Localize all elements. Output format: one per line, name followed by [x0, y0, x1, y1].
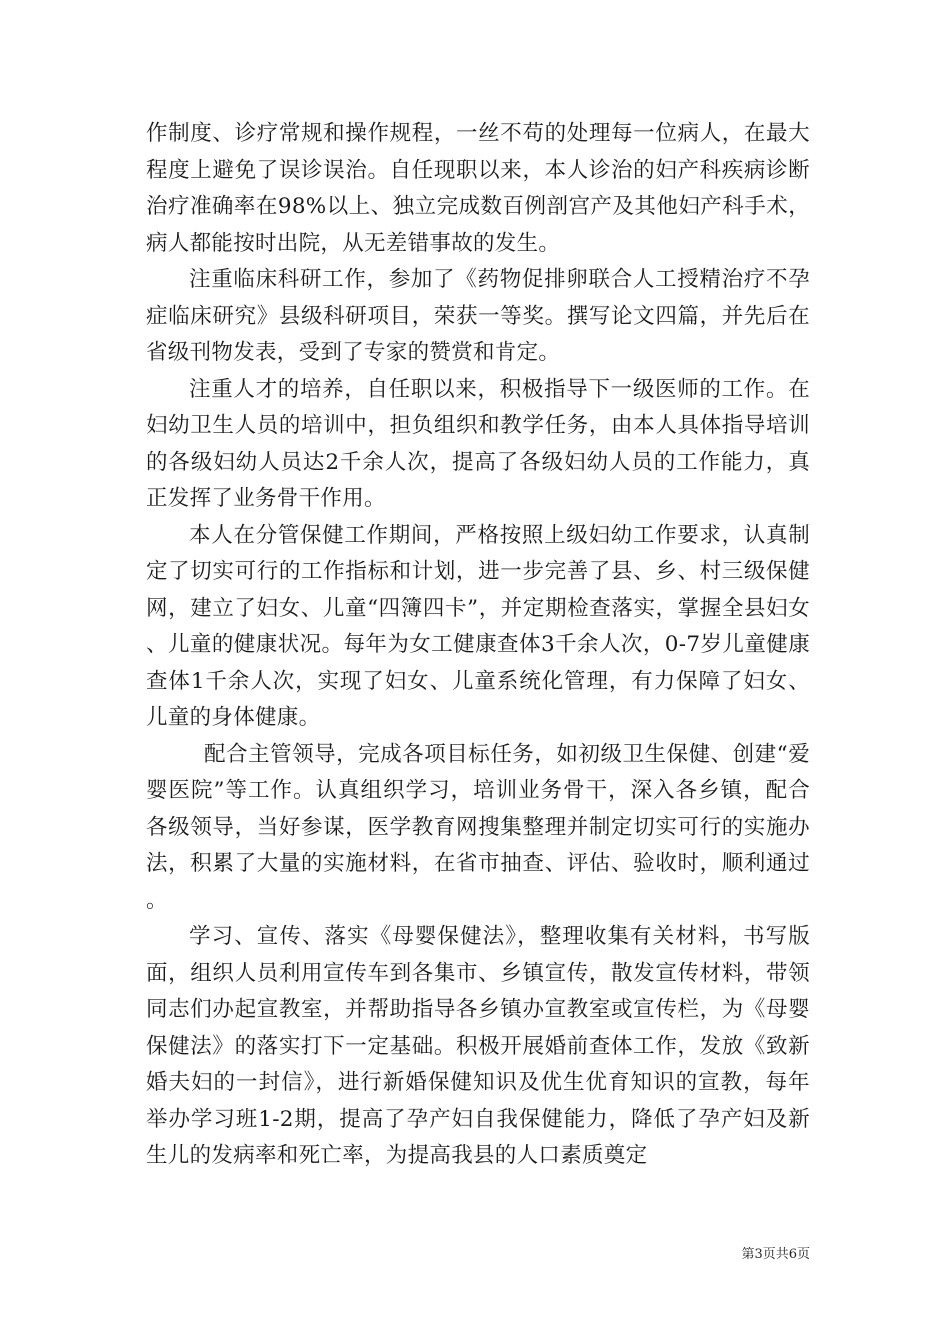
- paragraph-maternal-law: 学习、宣传、落实《母婴保健法》，整理收集有关材料，书写版面，组织人员利用宣传车到各集市、乡镇宣传，散发宣传材料，带领同志们办起宣教室，并帮助指导各乡镇办宣教室或宣传栏，为《母婴保健法》的落实打下一定基础。积极开展婚前查体工作，发放《致新婚夫妇的一封信》，进行新婚保健知识及优生优育知识的宣教，每年举办学习班1-2期，提高了孕产妇自我保健能力，降低了孕产妇及新生儿的发病率和死亡率，为提高我县的人口素质奠定: [146, 924, 810, 1168]
- paragraph-continued: 作制度、诊疗常规和操作规程，一丝不苟的处理每一位病人，在最大程度上避免了误诊误治。自任现职以来，本人诊治的妇产科疾病诊断治疗准确率在98%以上、独立完成数百例剖宫产及其他妇产科手术，病人都能按时出院，从无差错事故的发生。: [146, 121, 810, 256]
- page-number: 第3页共6页: [741, 1247, 810, 1262]
- paragraph-targets: 配合主管领导，完成各项目标任务，如初级卫生保健、创建“爱婴医院”等工作。认真组织学习，培训业务骨干，深入各乡镇，配合各级领导，当好参谋，医学教育网搜集整理并制定切实可行的实施办法，积累了大量的实施材料，在省市抽查、评估、验收时，顺利通过。: [146, 741, 810, 913]
- paragraph-training: 注重人才的培养，自任职以来，积极指导下一级医师的工作。在妇幼卫生人员的培训中，担负组织和教学任务，由本人具体指导培训的各级妇幼人员达2千余人次，提高了各级妇幼人员的工作能力，真正发挥了业务骨干作用。: [146, 376, 810, 511]
- document-body: [146, 116, 810, 1175]
- paragraph-healthcare: 本人在分管保健工作期间，严格按照上级妇幼工作要求，认真制定了切实可行的工作指标和计划，进一步完善了县、乡、村三级保健网，建立了妇女、儿童“四簿四卡”，并定期检查落实，掌握全县妇女、儿童的健康状况。每年为女工健康查体3千余人次，0-7岁儿童健康查体1千余人次，实现了妇女、儿童系统化管理，有力保障了妇女、儿童的身体健康。: [146, 522, 810, 730]
- paragraph-research: 注重临床科研工作，参加了《药物促排卵联合人工授精治疗不孕症临床研究》县级科研项目，荣获一等奖。撰写论文四篇，并先后在省级刊物发表，受到了专家的赞赏和肯定。: [146, 267, 810, 365]
